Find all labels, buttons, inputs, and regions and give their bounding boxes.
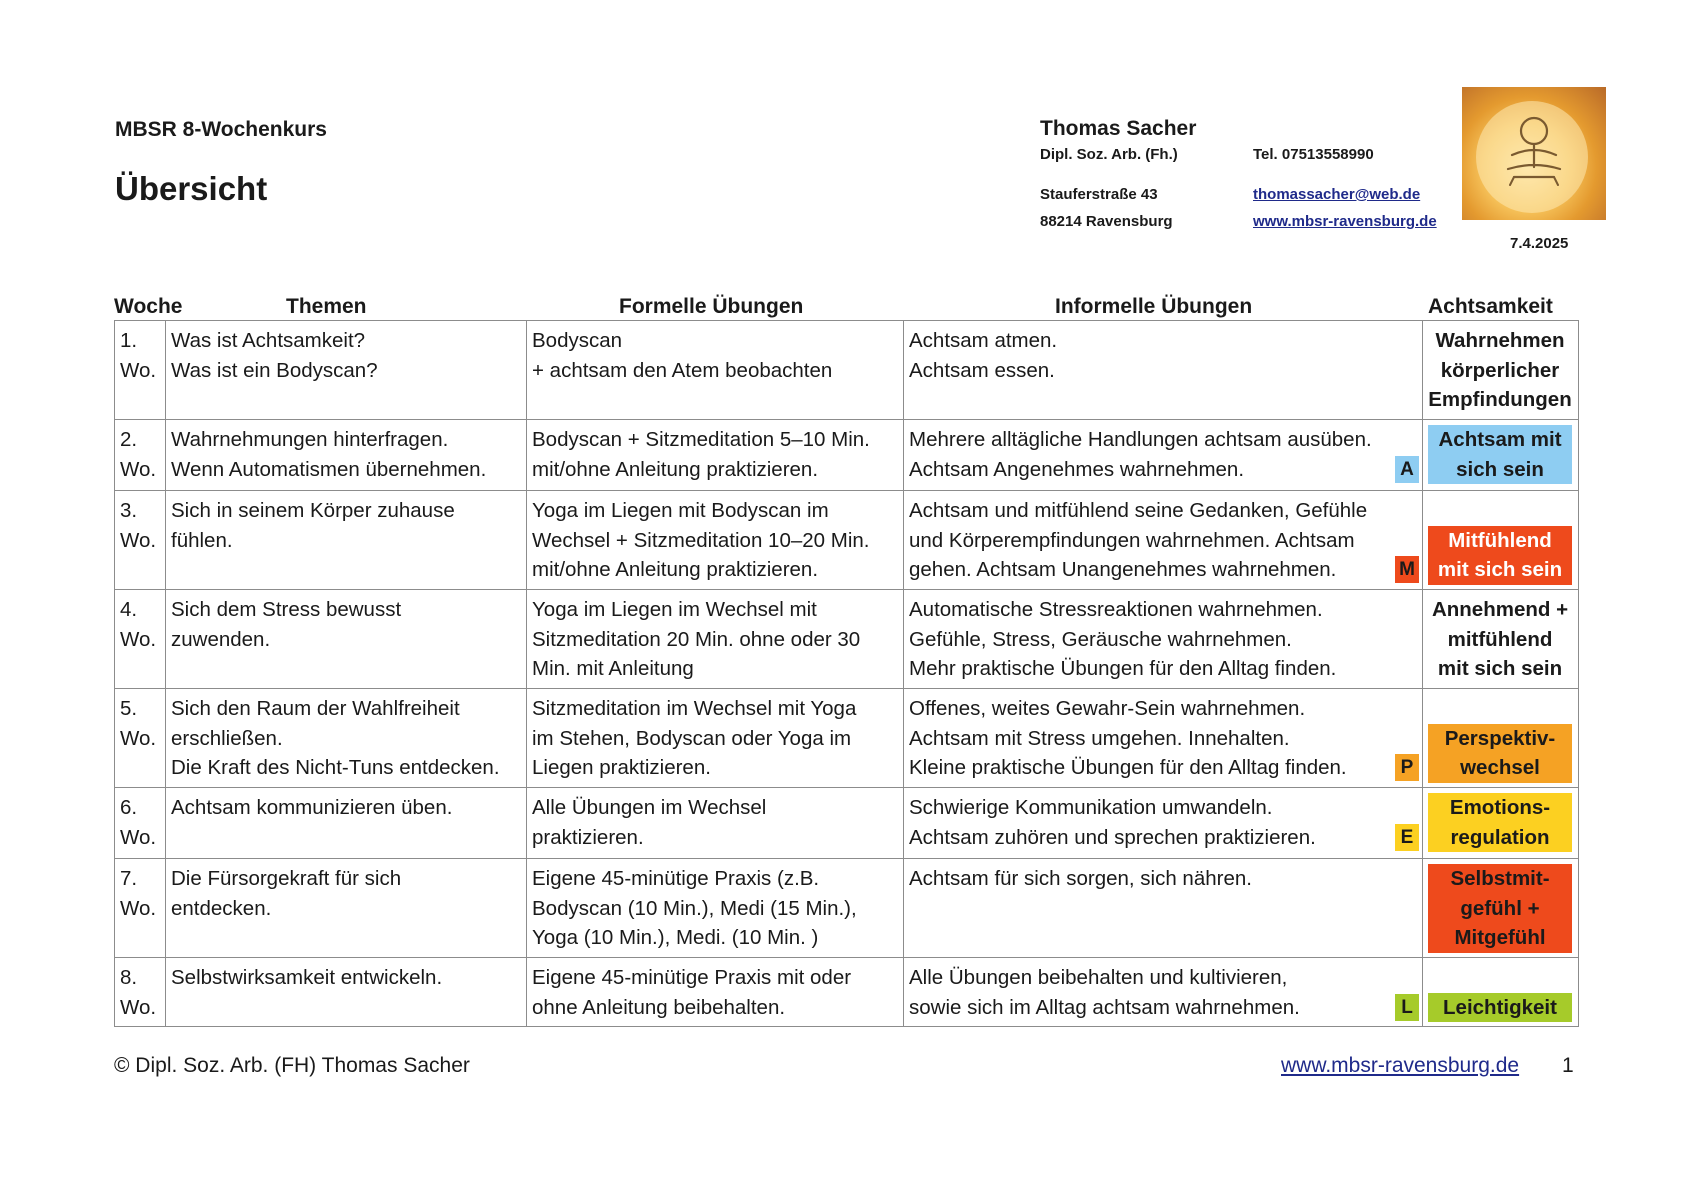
page-number: 1: [1562, 1054, 1574, 1077]
topics-cell: [166, 321, 527, 420]
informal-cell: [904, 491, 1423, 590]
formal-cell-line: Sitzmeditation 20 Min. ohne oder 30: [532, 627, 861, 651]
topics-cell-line: Was ist Achtsamkeit?: [171, 329, 366, 352]
week-cell-line: 3.: [120, 499, 138, 522]
informal-cell: [904, 420, 1423, 491]
informal-cell-line: Automatische Stressreaktionen wahrnehmen.: [909, 598, 1323, 621]
contact-email-link[interactable]: thomassacher@web.de: [1253, 186, 1421, 203]
topics-cell-line: Sich in seinem Körper zuhause: [171, 499, 455, 522]
informal-cell-line: Achtsam essen.: [909, 358, 1055, 382]
mindfulness-label-line: Mitgefühl: [1454, 926, 1546, 949]
formal-cell: [527, 958, 904, 1027]
informal-cell-line: sowie sich im Alltag achtsam wahrnehmen.: [909, 995, 1300, 1019]
formal-cell-line: ohne Anleitung beibehalten.: [532, 995, 786, 1019]
table-row: [115, 689, 1579, 788]
mindfulness-label: [1428, 326, 1572, 415]
page-title: Übersicht: [115, 170, 268, 207]
informal-cell-line: Achtsam Angenehmes wahrnehmen.: [909, 457, 1245, 481]
mindfulness-label-line: Empfindungen: [1428, 388, 1572, 411]
informal-cell-line: Achtsam zuhören und sprechen praktizieren.: [909, 825, 1316, 849]
mindfulness-cell: [1423, 321, 1579, 420]
mindfulness-label: [1428, 724, 1572, 783]
category-badge: E: [1395, 824, 1419, 851]
mindfulness-label: [1428, 595, 1572, 684]
category-badge: M: [1395, 556, 1419, 583]
category-badge: L: [1395, 994, 1419, 1021]
informal-cell-line: Achtsam mit Stress umgehen. Innehalten.: [909, 726, 1290, 750]
week-cell-line: Wo.: [120, 627, 157, 651]
formal-cell-line: Alle Übungen im Wechsel: [532, 796, 767, 819]
formal-cell-line: Min. mit Anleitung: [532, 657, 694, 680]
formal-cell-line: Bodyscan: [532, 329, 623, 352]
informal-cell-line: Achtsam und mitfühlend seine Gedanken, Gefühle: [909, 499, 1368, 522]
formal-cell: [527, 590, 904, 689]
footer-copyright: © Dipl. Soz. Arb. (FH) Thomas Sacher: [114, 1054, 470, 1077]
category-badge: P: [1395, 754, 1419, 781]
column-header-mindfulness: Achtsamkeit: [1428, 295, 1553, 318]
week-cell-line: Wo.: [120, 528, 157, 552]
week-cell-line: 7.: [120, 867, 138, 890]
mindfulness-label-line: Wahrnehmen: [1435, 329, 1565, 352]
topics-cell: [166, 420, 527, 491]
table-row: [115, 321, 1579, 420]
formal-cell-line: Eigene 45-minütige Praxis (z.B.: [532, 867, 820, 890]
informal-cell-line: Offenes, weites Gewahr-Sein wahrnehmen.: [909, 697, 1306, 720]
mindfulness-cell: [1423, 958, 1579, 1027]
formal-cell: [527, 491, 904, 590]
mindfulness-label-line: Achtsam mit: [1438, 428, 1562, 451]
informal-cell: [904, 788, 1423, 859]
mindfulness-cell: [1423, 590, 1579, 689]
mindfulness-label-line: Perspektiv-: [1444, 726, 1556, 750]
formal-cell-line: Yoga im Liegen im Wechsel mit: [532, 598, 817, 621]
formal-cell-line: + achtsam den Atem beobachten: [532, 358, 833, 382]
mindfulness-label: [1428, 864, 1572, 953]
mindfulness-label-line: Leichtigkeit: [1443, 995, 1557, 1019]
formal-cell-line: Wechsel + Sitzmeditation 10–20 Min.: [532, 528, 870, 552]
mindfulness-cell: [1423, 859, 1579, 958]
topics-cell: [166, 590, 527, 689]
mindfulness-label-line: Selbstmit-: [1450, 867, 1550, 890]
topics-cell-line: Wahrnehmungen hinterfragen.: [171, 428, 449, 451]
topics-cell-line: Wenn Automatismen übernehmen.: [171, 457, 487, 481]
topics-cell: [166, 788, 527, 859]
mindfulness-label-line: mitfühlend: [1447, 627, 1553, 651]
topics-cell-line: erschließen.: [171, 726, 283, 750]
mindfulness-cell: [1423, 420, 1579, 491]
formal-cell-line: praktizieren.: [532, 825, 644, 849]
table-row: [115, 590, 1579, 689]
contact-name: Thomas Sacher: [1040, 117, 1197, 140]
contact-website-link[interactable]: www.mbsr-ravensburg.de: [1253, 213, 1437, 230]
topics-cell-line: fühlen.: [171, 528, 233, 552]
mindfulness-label-line: sich sein: [1456, 457, 1544, 481]
informal-cell: [904, 958, 1423, 1027]
formal-cell-line: Yoga (10 Min.), Medi. (10 Min. ): [532, 926, 819, 949]
formal-cell-line: im Stehen, Bodyscan oder Yoga im: [532, 726, 852, 750]
week-cell: [115, 958, 166, 1027]
mindfulness-label-line: Annehmend +: [1431, 598, 1569, 621]
mindfulness-cell: [1423, 491, 1579, 590]
column-header-week: Woche: [114, 295, 183, 318]
formal-cell-line: Bodyscan + Sitzmeditation 5–10 Min.: [532, 428, 870, 451]
week-cell: [115, 491, 166, 590]
table-row: [115, 420, 1579, 491]
document-date: 7.4.2025: [1510, 235, 1569, 252]
course-overview-table: [114, 320, 1579, 1027]
week-cell: [115, 321, 166, 420]
mindfulness-label-line: wechsel: [1460, 756, 1540, 779]
informal-cell-line: Mehr praktische Übungen für den Alltag finden.: [909, 657, 1337, 680]
week-cell-line: 2.: [120, 428, 138, 451]
topics-cell-line: Die Kraft des Nicht-Tuns entdecken.: [171, 756, 500, 779]
mindfulness-label-line: mit sich sein: [1437, 558, 1563, 581]
week-cell: [115, 859, 166, 958]
table-row: [115, 788, 1579, 859]
mindfulness-label-line: gefühl +: [1460, 896, 1540, 920]
table-row: [115, 859, 1579, 958]
mindfulness-label-line: Mitfühlend: [1448, 528, 1552, 552]
formal-cell-line: Yoga im Liegen mit Bodyscan im: [532, 499, 829, 522]
contact-city: 88214 Ravensburg: [1040, 213, 1173, 230]
table-row: [115, 958, 1579, 1027]
topics-cell-line: entdecken.: [171, 896, 272, 920]
informal-cell-line: Achtsam atmen.: [909, 329, 1058, 352]
meditation-figure-icon: [1462, 87, 1606, 220]
informal-cell-line: Gefühle, Stress, Geräusche wahrnehmen.: [909, 627, 1292, 651]
mindfulness-label-line: körperlicher: [1440, 358, 1560, 382]
topics-cell-line: Sich dem Stress bewusst: [171, 598, 402, 621]
week-cell-line: Wo.: [120, 896, 157, 920]
informal-cell-line: Mehrere alltägliche Handlungen achtsam ausüben.: [909, 428, 1372, 451]
formal-cell: [527, 689, 904, 788]
week-cell-line: Wo.: [120, 358, 157, 382]
footer-website-link[interactable]: www.mbsr-ravensburg.de: [1281, 1054, 1520, 1077]
week-cell-line: Wo.: [120, 457, 157, 481]
informal-cell-line: und Körperempfindungen wahrnehmen. Achtsam: [909, 528, 1355, 552]
contact-degree: Dipl. Soz. Arb. (Fh.): [1040, 146, 1178, 163]
informal-cell-line: Kleine praktische Übungen für den Alltag finden.: [909, 756, 1347, 779]
contact-street: Stauferstraße 43: [1040, 186, 1158, 203]
mindfulness-label: [1428, 526, 1572, 585]
informal-cell-line: Schwierige Kommunikation umwandeln.: [909, 796, 1273, 819]
informal-cell-line: Achtsam für sich sorgen, sich nähren.: [909, 867, 1252, 890]
week-cell-line: 5.: [120, 697, 138, 720]
formal-cell-line: Bodyscan (10 Min.), Medi (15 Min.),: [532, 896, 857, 920]
formal-cell: [527, 859, 904, 958]
formal-cell-line: Sitzmeditation im Wechsel mit Yoga: [532, 697, 857, 720]
week-cell-line: 6.: [120, 796, 138, 819]
topics-cell: [166, 491, 527, 590]
formal-cell-line: Eigene 45-minütige Praxis mit oder: [532, 966, 852, 989]
mindfulness-label-line: Emotions-: [1449, 796, 1551, 819]
informal-cell: [904, 321, 1423, 420]
category-badge: A: [1395, 456, 1419, 483]
week-cell: [115, 788, 166, 859]
topics-cell-line: Achtsam kommunizieren üben.: [171, 796, 453, 819]
topics-cell-line: Die Fürsorgekraft für sich: [171, 867, 402, 890]
formal-cell-line: mit/ohne Anleitung praktizieren.: [532, 558, 819, 581]
week-cell: [115, 590, 166, 689]
mindfulness-cell: [1423, 689, 1579, 788]
week-cell-line: 4.: [120, 598, 138, 621]
table-body: [115, 321, 1579, 1027]
informal-cell-line: gehen. Achtsam Unangenehmes wahrnehmen.: [909, 558, 1337, 581]
formal-cell: [527, 788, 904, 859]
mindfulness-label: [1428, 993, 1572, 1023]
column-header-informal: Informelle Übungen: [1055, 295, 1253, 318]
week-cell-line: Wo.: [120, 825, 157, 849]
informal-cell: [904, 590, 1423, 689]
formal-cell-line: mit/ohne Anleitung praktizieren.: [532, 457, 819, 481]
mindfulness-label-line: mit sich sein: [1437, 657, 1563, 680]
column-header-topics: Themen: [286, 295, 367, 318]
mindfulness-label-line: regulation: [1450, 825, 1550, 849]
table-row: [115, 491, 1579, 590]
course-label: MBSR 8-Wochenkurs: [115, 118, 327, 141]
formal-cell: [527, 321, 904, 420]
week-cell: [115, 420, 166, 491]
contact-phone: Tel. 07513558990: [1253, 146, 1374, 163]
topics-cell-line: Selbstwirksamkeit entwickeln.: [171, 966, 443, 989]
informal-cell-line: Alle Übungen beibehalten und kultivieren,: [909, 966, 1288, 989]
formal-cell: [527, 420, 904, 491]
mindfulness-cell: [1423, 788, 1579, 859]
formal-cell-line: Liegen praktizieren.: [532, 756, 711, 779]
meditation-logo-image: [1462, 87, 1606, 220]
topics-cell: [166, 689, 527, 788]
topics-cell: [166, 958, 527, 1027]
mindfulness-label: [1428, 793, 1572, 852]
informal-cell: [904, 689, 1423, 788]
week-cell-line: 8.: [120, 966, 138, 989]
topics-cell-line: zuwenden.: [171, 627, 271, 651]
mindfulness-label: [1428, 425, 1572, 484]
week-cell: [115, 689, 166, 788]
week-cell-line: 1.: [120, 329, 138, 352]
topics-cell-line: Was ist ein Bodyscan?: [171, 358, 378, 382]
week-cell-line: Wo.: [120, 726, 157, 750]
week-cell-line: Wo.: [120, 995, 157, 1019]
topics-cell-line: Sich den Raum der Wahlfreiheit: [171, 697, 460, 720]
informal-cell: [904, 859, 1423, 958]
column-header-formal: Formelle Übungen: [619, 295, 804, 318]
topics-cell: [166, 859, 527, 958]
